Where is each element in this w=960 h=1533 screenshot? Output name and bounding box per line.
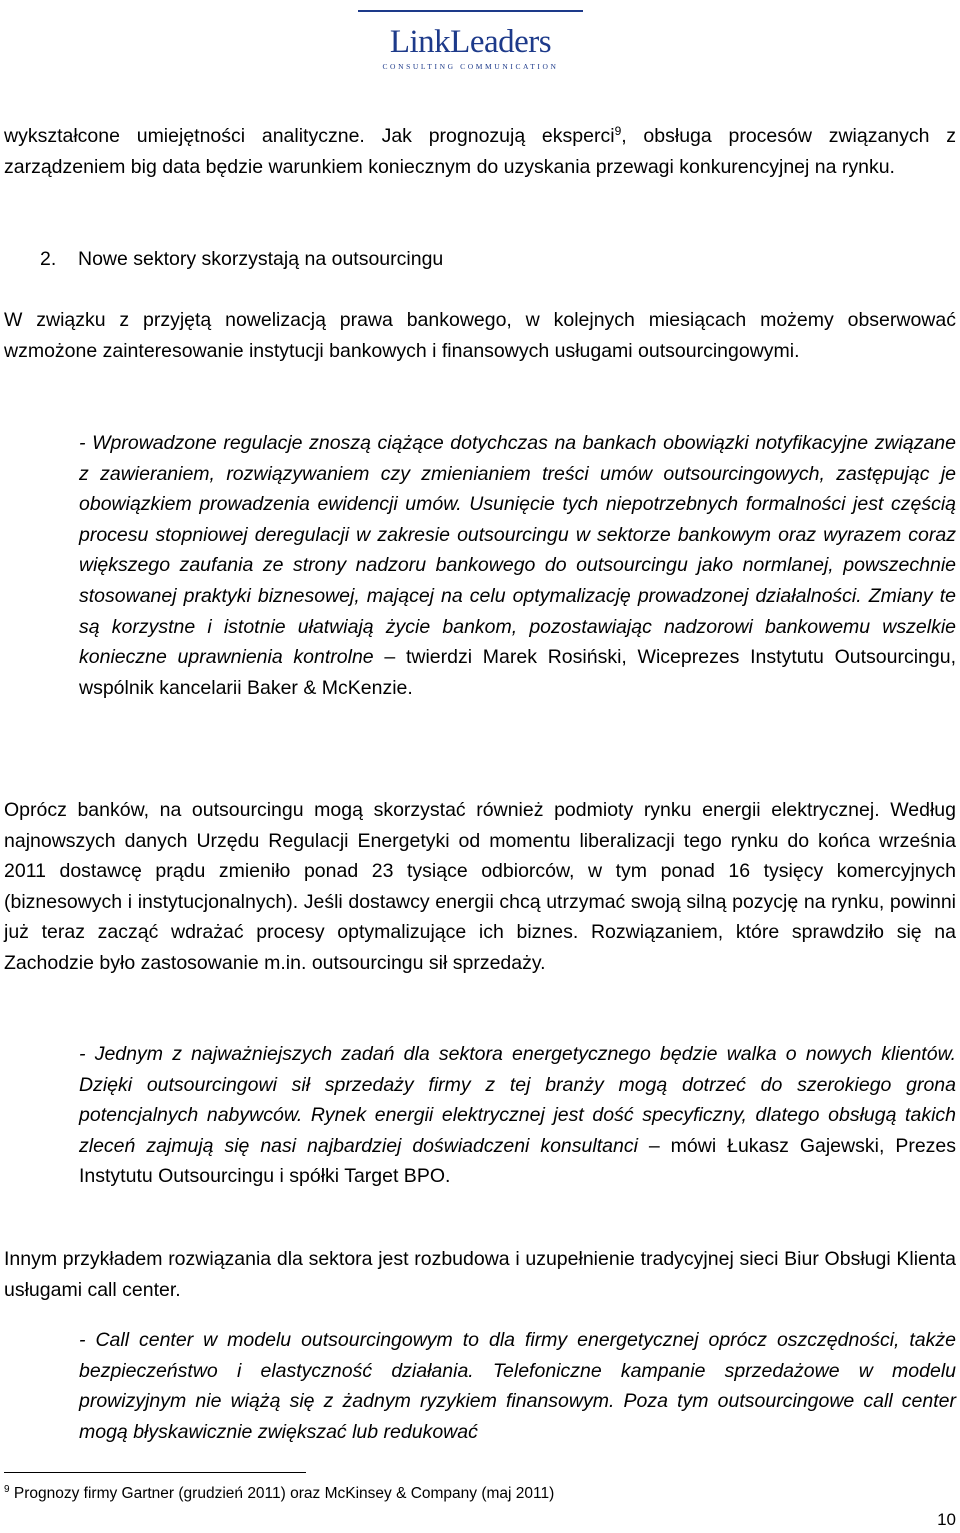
quote-rosinski-text: - Wprowadzone regulacje znoszą ciążące dotychczas na bankach obowiązki notyfikacyjne związane z zawieraniem, rozwiązywaniem czy zmienianiem treści umów outsourcingowych, zastępując je obowiązkiem prowadzenia ewidencji umów. Usunięcie tych niepotrzebnych formalności jest częścią procesu stopniowej deregulacji w zakresie outsourcingu w sektorze bankowym oraz wyrazem coraz większego zaufania ze strony nadzoru bankowego do outsourcingu jako normlanej, powszechnie stosowanej praktyki biznesowej, mającej na celu optymalizację prowadzonej działalności. Zmiany te są korzystne i istotnie ułatwiają życie bankom, pozostawiając nadzorowi bankowemu wszelkie konieczne uprawnienia kontrolne [79,432,956,669]
paragraph-call-center: Innym przykładem rozwiązania dla sektora jest rozbudowa i uzupełnienie tradycyjnej sieci Biur Obsługi Klienta usługami call center. [4,1248,956,1301]
quote-gajewski-attribution: – mówi Łukasz Gajewski, Prezes Instytutu Outsourcingu i spółki Target BPO. [79,1134,957,1188]
section-title: Nowe sektory skorzystają na outsourcingu [78,248,444,270]
footnote-separator [4,1472,306,1473]
logo-top-rule [358,10,583,12]
footnote-number: 9 [4,1484,10,1495]
footnote [4,1484,554,1504]
paragraph-banking: W związku z przyjętą nowelizacją prawa bankowego, w kolejnych miesiącach możemy obserwować wzmożone zainteresowanie instytucji bankowych i finansowych usługami outsourcingowymi. [4,309,956,362]
page-number: 10 [937,1510,956,1529]
section-number: 2. [40,248,57,270]
logo-wordmark: LinkLeaders [389,24,552,60]
paragraph-intro-text-a: wykształcone umiejętności analityczne. Jak prognozują eksperci [4,125,615,147]
logo-tagline: CONSULTING COMMUNICATION [382,62,559,71]
quote-gajewski-text: - Jednym z najważniejszych zadań dla sektora energetycznego będzie walka o nowych klientów. Dzięki outsourcingowi sił sprzedaży firmy z tej branży mogą dotrzeć do szerokiego grona potencjalnych nabywców. Rynek energii elektrycznej jest dość specyficzny, dlatego obsługą takich zleceń zajmują się nasi najbardziej doświadczeni konsultanci [79,1043,956,1157]
section-heading [40,244,443,274]
paragraph-energy: Oprócz banków, na outsourcingu mogą skorzystać również podmioty rynku energii elektrycznej. Według najnowszych danych Urzędu Regulacji Energetyki od momentu liberalizacji tego rynku do końca września 2011 dostawcę prądu zmieniło ponad 23 tysiące odbiorców, w tym ponad 16 tysięcy komercyjnych (biznesowych i instytucjonalnych). Jeśli dostawcy energii chcą utrzymać swoją silną pozycję na rynku, powinni już teraz zacząć wdrażać procesy optymalizujące ich biznes. Rozwiązaniem, które sprawdziło się na Zachodzie było zastosowanie m.in. outsourcingu sił sprzedaży. [4,799,956,974]
quote-rosinski-attribution: – twierdzi Marek Rosiński, Wiceprezes Instytutu Outsourcingu, wspólnik kancelarii Baker & McKenzie. [79,646,956,699]
footnote-text: Prognozy firmy Gartner (grudzień 2011) oraz McKinsey & Company (maj 2011) [9,1485,555,1502]
footnote-reference: 9 [614,124,622,138]
quote-gajewski [79,1039,956,1192]
quote-rosinski [79,428,956,703]
quote-call-center: - Call center w modelu outsourcingowym to dla firmy energetycznej oprócz oszczędności, także bezpieczeństwo i elastyczność działania. Telefoniczne kampanie sprzedażowe w modelu prowizyjnym nie wiążą się z żadnym ryzykiem finansowym. Poza tym outsourcingowe call center mogą błyskawicznie zwiększać lub redukować [79,1329,956,1443]
paragraph-intro [4,121,956,182]
linkleaders-logo [358,10,583,72]
paragraph-intro-text-b: , obsługa procesów związanych z zarządzeniem big data będzie warunkiem koniecznym do uzyskania przewagi konkurencyjnej na rynku. [4,125,957,178]
